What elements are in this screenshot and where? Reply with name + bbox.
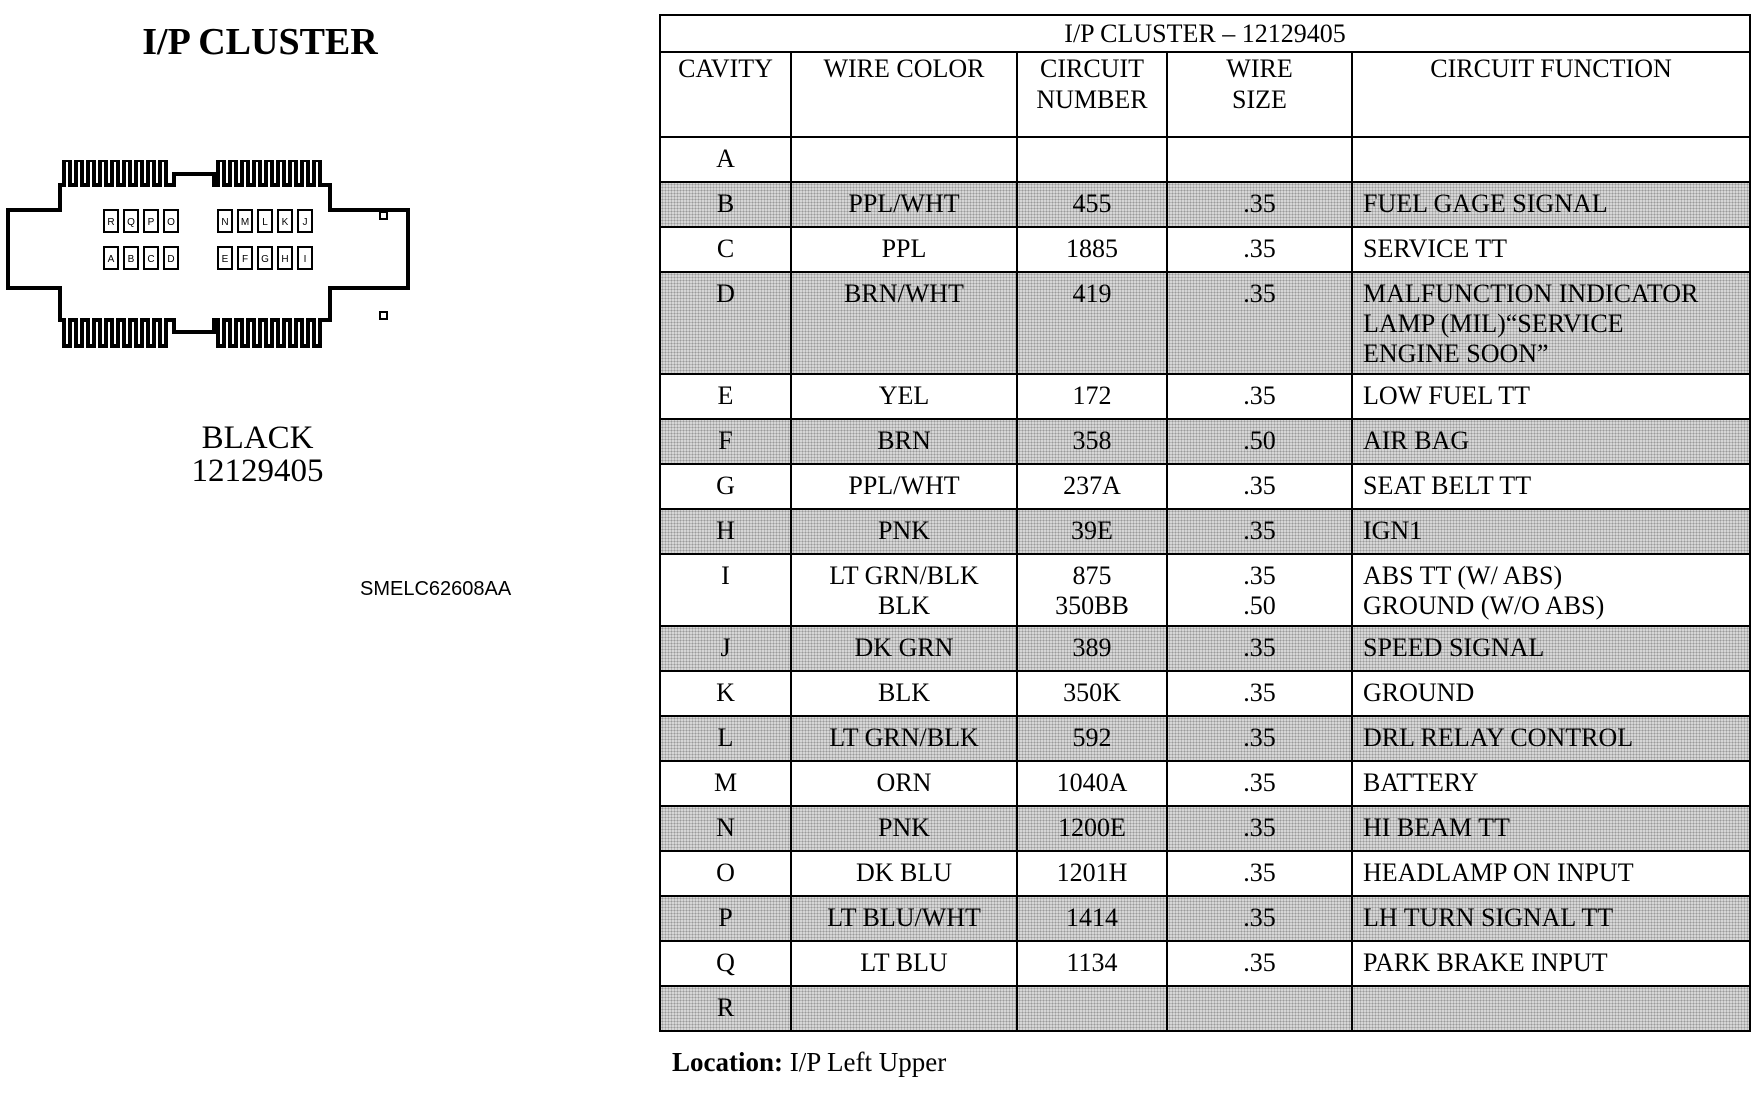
wire-color-cell: LT BLU/WHT [791,896,1017,941]
connector-part-number: 12129405 [191,453,324,489]
header-wire-color: WIRE COLOR [791,52,1017,137]
pin-label: J [302,217,308,228]
circuit-function-cell [1352,137,1750,182]
cavity-cell: C [660,227,791,272]
wire-color-cell: DK GRN [791,626,1017,671]
wire-size-cell: .50 [1167,419,1352,464]
wire-size-cell: .35 [1167,761,1352,806]
cavity-cell: E [660,374,791,419]
wire-size-cell: .35 [1167,509,1352,554]
wire-color-cell: PPL/WHT [791,182,1017,227]
wire-color-cell: BRN/WHT [791,272,1017,374]
pin-label: K [281,217,289,228]
wire-size-cell: .35 [1167,716,1352,761]
circuit-function-cell: SERVICE TT [1352,227,1750,272]
table-row [660,137,1750,182]
location-value: I/P Left Upper [783,1047,947,1077]
pin-label: D [167,254,175,265]
cavity-cell: J [660,626,791,671]
header-circuit-function: CIRCUIT FUNCTION [1352,52,1750,137]
wire-color-cell: ORN [791,761,1017,806]
wire-size-cell: .35 [1167,806,1352,851]
circuit-function-cell: DRL RELAY CONTROL [1352,716,1750,761]
pin-label: N [221,217,229,228]
circuit-function-cell: ABS TT (W/ ABS) GROUND (W/O ABS) [1352,554,1750,626]
wire-size-cell: .35 [1167,851,1352,896]
circuit-number-cell: 1201H [1017,851,1167,896]
table-caption: I/P CLUSTER – 12129405 [660,15,1750,52]
table-row [660,182,1750,227]
circuit-number-cell: 875 350BB [1017,554,1167,626]
circuit-number-cell: 1414 [1017,896,1167,941]
pin-label: O [167,217,175,228]
pin-label: E [221,254,229,265]
circuit-number-cell: 1885 [1017,227,1167,272]
table-row [660,941,1750,986]
header-wire-size: WIRE SIZE [1167,52,1352,137]
table-row [660,374,1750,419]
location-note [672,1047,946,1078]
wire-size-cell: .35 [1167,626,1352,671]
cavity-cell: N [660,806,791,851]
circuit-function-cell: AIR BAG [1352,419,1750,464]
header-circuit-number: CIRCUIT NUMBER [1017,52,1167,137]
pin-label: Q [127,217,135,228]
header-cavity: CAVITY [660,52,791,137]
circuit-function-cell: IGN1 [1352,509,1750,554]
connector-color: BLACK [201,420,314,456]
cavity-cell: K [660,671,791,716]
table-row [660,464,1750,509]
latch-mark [380,212,387,219]
latch-mark [380,312,387,319]
wire-color-cell: PNK [791,806,1017,851]
circuit-function-cell: LH TURN SIGNAL TT [1352,896,1750,941]
wire-size-cell: .35 [1167,941,1352,986]
wire-size-cell: .35 .50 [1167,554,1352,626]
wire-color-cell: BLK [791,671,1017,716]
wire-color-cell [791,137,1017,182]
cavity-cell: M [660,761,791,806]
wire-color-cell: PPL [791,227,1017,272]
pin-label: M [240,217,250,228]
wire-size-cell: .35 [1167,272,1352,374]
circuit-number-cell: 389 [1017,626,1167,671]
cavity-cell: H [660,509,791,554]
figure-code: SMELC62608AA [360,578,512,600]
table-row [660,716,1750,761]
wire-color-cell [791,986,1017,1031]
circuit-number-cell [1017,986,1167,1031]
table-row [660,227,1750,272]
cavity-table [659,14,1751,1032]
connector-outline [8,160,408,346]
table-row [660,761,1750,806]
pin-label: P [147,217,155,228]
pin-row-bottom [104,247,312,269]
pin-label: L [262,217,268,228]
wire-color-cell: PNK [791,509,1017,554]
table-row [660,986,1750,1031]
wire-size-cell: .35 [1167,227,1352,272]
wire-color-cell: LT GRN/BLK BLK [791,554,1017,626]
circuit-number-cell: 358 [1017,419,1167,464]
table-row [660,851,1750,896]
circuit-number-cell: 172 [1017,374,1167,419]
cavity-cell: I [660,554,791,626]
circuit-function-cell: GROUND [1352,671,1750,716]
circuit-function-cell: LOW FUEL TT [1352,374,1750,419]
circuit-number-cell: 1200E [1017,806,1167,851]
circuit-function-cell: MALFUNCTION INDICATOR LAMP (MIL)“SERVICE ENGINE SOON” [1352,272,1750,374]
wire-size-cell [1167,986,1352,1031]
cavity-cell: G [660,464,791,509]
circuit-function-cell: SEAT BELT TT [1352,464,1750,509]
table-row [660,554,1750,626]
wire-color-cell: LT BLU [791,941,1017,986]
pin-label: A [107,254,115,265]
wire-size-cell: .35 [1167,374,1352,419]
cavity-cell: L [660,716,791,761]
circuit-number-cell: 455 [1017,182,1167,227]
circuit-function-cell: PARK BRAKE INPUT [1352,941,1750,986]
wire-color-cell: YEL [791,374,1017,419]
circuit-function-cell [1352,986,1750,1031]
cavity-cell: R [660,986,791,1031]
circuit-number-cell: 1040A [1017,761,1167,806]
pin-label: G [261,254,269,265]
wire-color-cell: DK BLU [791,851,1017,896]
cavity-cell: A [660,137,791,182]
cavity-cell: D [660,272,791,374]
table-row [660,626,1750,671]
table-row [660,671,1750,716]
cavity-cell: O [660,851,791,896]
cavity-cell: B [660,182,791,227]
circuit-number-cell: 237A [1017,464,1167,509]
circuit-number-cell: 592 [1017,716,1167,761]
wire-color-cell: LT GRN/BLK [791,716,1017,761]
pin-row-top [104,210,312,232]
wire-size-cell [1167,137,1352,182]
cavity-cell: F [660,419,791,464]
circuit-function-cell: BATTERY [1352,761,1750,806]
wire-color-cell: BRN [791,419,1017,464]
circuit-function-cell: FUEL GAGE SIGNAL [1352,182,1750,227]
circuit-number-cell: 39E [1017,509,1167,554]
cavity-cell: P [660,896,791,941]
pin-label: R [107,217,115,228]
pin-label: C [147,254,155,265]
circuit-number-cell [1017,137,1167,182]
table-row [660,272,1750,374]
circuit-number-cell: 1134 [1017,941,1167,986]
connector-title: I/P CLUSTER [142,21,378,63]
table-row [660,806,1750,851]
location-label: Location: [672,1047,783,1077]
pin-label: I [303,254,307,265]
circuit-function-cell: HEADLAMP ON INPUT [1352,851,1750,896]
circuit-function-cell: SPEED SIGNAL [1352,626,1750,671]
wire-color-cell: PPL/WHT [791,464,1017,509]
table-row [660,896,1750,941]
circuit-number-cell: 350K [1017,671,1167,716]
pin-label: H [281,254,289,265]
table-row [660,419,1750,464]
wire-size-cell: .35 [1167,671,1352,716]
wire-size-cell: .35 [1167,464,1352,509]
connector-diagram [4,160,464,370]
table-row [660,509,1750,554]
pin-label: B [127,254,135,265]
circuit-number-cell: 419 [1017,272,1167,374]
cavity-cell: Q [660,941,791,986]
circuit-function-cell: HI BEAM TT [1352,806,1750,851]
wire-size-cell: .35 [1167,896,1352,941]
wire-size-cell: .35 [1167,182,1352,227]
pin-label: F [241,254,249,265]
